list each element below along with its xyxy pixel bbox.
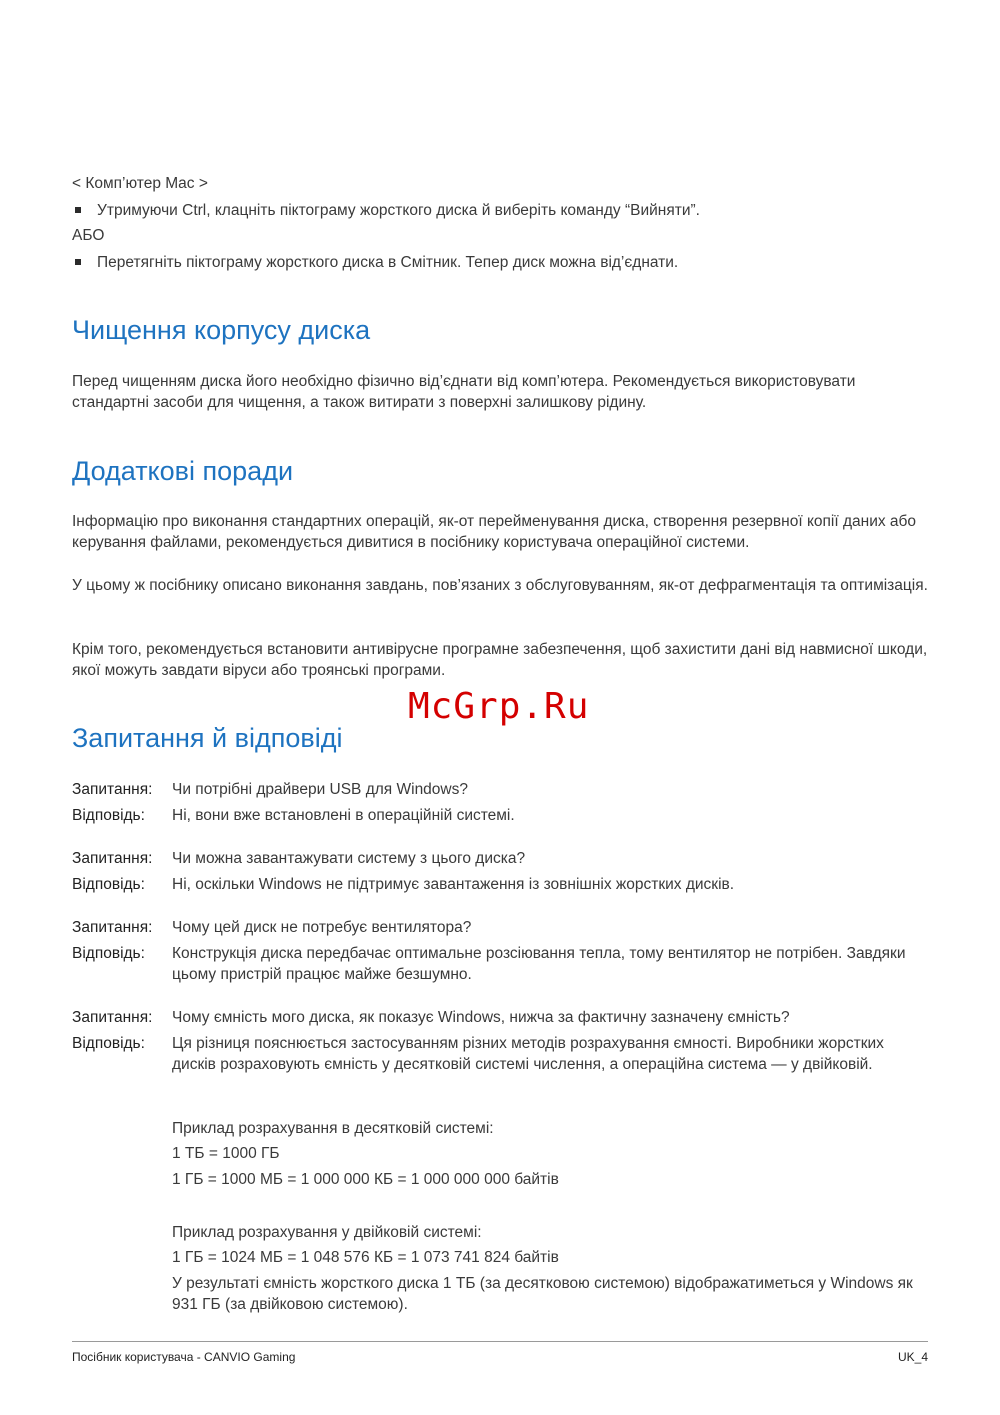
question-label: Запитання: (72, 850, 153, 867)
page-number: UK_4 (897, 1350, 928, 1364)
answer-text: Конструкція диска передбачає оптимальне розсіювання тепла, тому вентилятор не потрібен. Завдяки цьому пристрій працює майже безшумно. (172, 945, 906, 983)
tips-heading: Додаткові поради (72, 456, 294, 486)
faq-question-4 (72, 1007, 928, 1028)
example-decimal-line-2: 1 ГБ = 1000 МБ = 1 000 000 КБ = 1 000 000 000 байтів (172, 1171, 559, 1188)
answer-label: Відповідь: (72, 807, 145, 824)
example-decimal-line-1: 1 ТБ = 1000 ГБ (172, 1145, 280, 1162)
mac-bullet-1 (72, 200, 700, 221)
mac-bullet-2 (72, 252, 678, 273)
question-text: Чи можна завантажувати систему з цього диска? (172, 850, 526, 867)
answer-label: Відповідь: (72, 876, 145, 893)
mac-bullet-2-text: Перетягніть піктограму жорсткого диска в Смітник. Тепер диск можна від’єднати. (97, 254, 679, 271)
mac-bullet-1-text: Утримуючи Ctrl, клацніть піктограму жорсткого диска й виберіть команду “Вийняти”. (97, 202, 700, 219)
faq-question-1 (72, 779, 928, 800)
faq-answer-4 (72, 1033, 928, 1075)
example-result: У результаті ємність жорсткого диска 1 ТБ (за десятковою системою) відображатиметься у Windows як 931 ГБ (за двійковою системою). (172, 1275, 913, 1313)
faq-heading: Запитання й відповіді (72, 723, 343, 753)
example-binary-line-1: 1 ГБ = 1024 МБ = 1 048 576 КБ = 1 073 741 824 байтів (172, 1249, 559, 1266)
faq-answer-2 (72, 874, 928, 895)
footer-divider (72, 1341, 928, 1342)
question-text: Чому ємність мого диска, як показує Windows, нижча за фактичну зазначену ємність? (172, 1009, 790, 1026)
answer-label: Відповідь: (72, 1035, 145, 1052)
answer-text: Ні, оскільки Windows не підтримує завантаження із зовнішніх жорстких дисків. (172, 876, 735, 893)
faq-answer-1 (72, 805, 928, 826)
question-label: Запитання: (72, 781, 153, 798)
cleaning-heading: Чищення корпусу диска (72, 315, 371, 345)
tips-paragraph-3: Крім того, рекомендується встановити антивірусне програмне забезпечення, щоб захистити дані від навмисної шкоди, якої можуть завдати віруси або троянські програми. (72, 641, 928, 679)
cleaning-text: Перед чищенням диска його необхідно фізично від’єднати від комп’ютера. Рекомендується використовувати стандартні засоби для чищення, а також витирати з поверхні залишкову рідину. (72, 373, 856, 411)
faq-question-2 (72, 848, 928, 869)
faq-question-3 (72, 917, 928, 938)
bullet-square-icon (75, 259, 81, 265)
tips-paragraph-2: У цьому ж посібнику описано виконання завдань, пов’язаних з обслуговуванням, як-от дефрагментація та оптимізація. (72, 577, 928, 594)
question-text: Чи потрібні драйвери USB для Windows? (172, 781, 468, 798)
mac-section-title: < Комп’ютер Mac > (72, 175, 208, 192)
example-decimal-title: Приклад розрахування в десятковій системі: (172, 1120, 494, 1137)
question-text: Чому цей диск не потребує вентилятора? (172, 919, 472, 936)
answer-text: Ця різниця пояснюється застосуванням різних методів розрахування ємності. Виробники жорстких дисків розраховують ємність у десятковій системі числення, а операційна система — у двійковій. (172, 1035, 884, 1073)
answer-label: Відповідь: (72, 945, 145, 962)
answer-text: Ні, вони вже встановлені в операційній системі. (172, 807, 515, 824)
example-binary-title: Приклад розрахування у двійковій системі: (172, 1224, 482, 1241)
tips-paragraph-1: Інформацію про виконання стандартних операцій, як-от перейменування диска, створення резервної копії даних або керування файлами, рекомендується дивитися в посібнику користувача операційної системи. (72, 513, 917, 551)
bullet-square-icon (75, 207, 81, 213)
question-label: Запитання: (72, 919, 153, 936)
faq-answer-3 (72, 943, 928, 985)
watermark-text: McGrp.Ru (408, 686, 590, 727)
or-label: АБО (72, 227, 105, 244)
footer-title: Посібник користувача - CANVIO Gaming (72, 1350, 296, 1364)
question-label: Запитання: (72, 1009, 153, 1026)
